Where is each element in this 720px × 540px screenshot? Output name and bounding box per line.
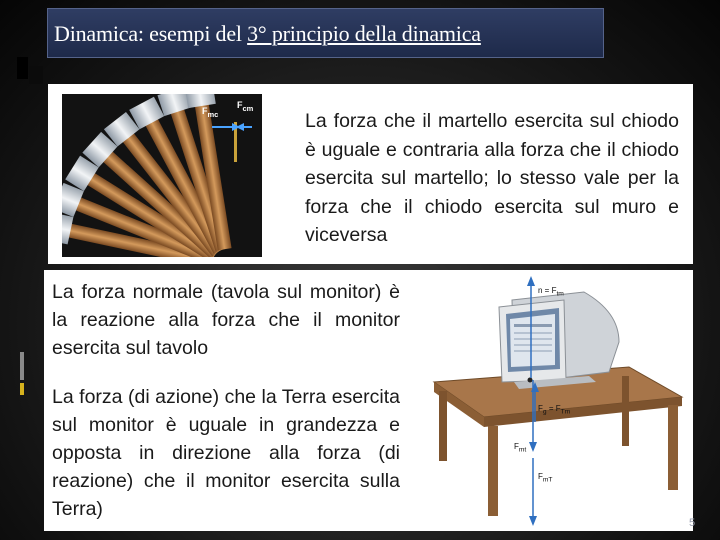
decor-square — [17, 57, 28, 79]
hammer-photo — [62, 94, 262, 257]
title-prefix: Dinamica: esempi del — [54, 21, 248, 46]
label-n-sub: tm — [556, 290, 564, 298]
normal-force-description: La forza normale (tavola sul monitor) è la reazione alla forza che il monitor esercita sul tavolo — [52, 281, 400, 359]
label-f-mT — [538, 472, 553, 484]
label-g-eq-sub: Tm — [560, 408, 571, 416]
decor-bar-yellow — [20, 383, 24, 395]
gravity-force-description: La forza (di azione) che la Terra esercita sul monitor è uguale in grandezza e opposta in direzione alla forza (di reazione) che il monitor esercita sulla Terra) — [52, 386, 400, 520]
label-mT-main: F — [538, 472, 543, 481]
label-mt-main: F — [514, 442, 519, 451]
label-f-mc — [202, 106, 218, 119]
label-g-main: F — [538, 404, 543, 413]
label-f-cm-sub: cm — [242, 103, 254, 113]
monitor-table-illustration — [414, 272, 692, 530]
hammer-description: La forza che il martello esercita sul chiodo è uguale e contraria alla forza che il chiodo esercita sul martello; lo stesso vale per la forza che il chiodo esercita sul muro e viceversa — [305, 110, 679, 246]
title-underlined: 3° principio della dinamica — [247, 21, 481, 46]
label-g-sub: g — [542, 408, 547, 416]
label-f-cm-main: F — [237, 100, 243, 110]
monitor-panel — [44, 270, 696, 531]
label-n-main: n = F — [538, 286, 557, 295]
label-f-mc-sub: mc — [207, 109, 219, 119]
label-g-eq: = F — [546, 404, 561, 413]
slide-title — [54, 21, 481, 47]
monitor-table-drawing — [414, 272, 692, 530]
title-bar — [47, 8, 604, 58]
decor-square-2 — [29, 66, 43, 84]
page-number: 5 — [689, 517, 696, 529]
label-f-cm — [237, 100, 253, 113]
label-f-mc-main: F — [202, 106, 208, 116]
label-gravity-force — [538, 404, 570, 416]
label-mT-sub: mT — [542, 476, 553, 484]
label-normal-force — [538, 286, 564, 298]
decor-bar-gray — [20, 352, 24, 380]
hammer-panel — [48, 84, 693, 264]
hammer-strobe-image — [62, 94, 262, 257]
label-mt-sub: mt — [518, 446, 527, 454]
label-f-mt — [514, 442, 526, 454]
